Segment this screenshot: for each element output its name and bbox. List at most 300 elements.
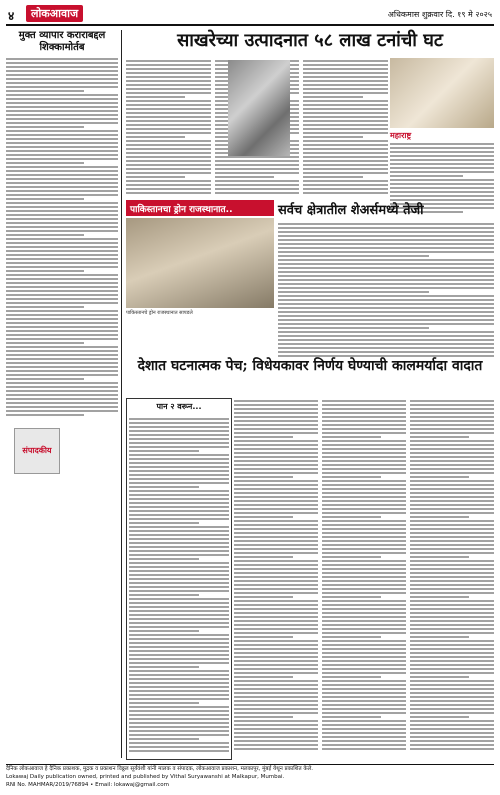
text-line xyxy=(129,686,229,688)
text-line xyxy=(278,223,494,225)
editorial-label: संपादकीय xyxy=(22,446,52,455)
text-line xyxy=(278,263,494,265)
text-line xyxy=(6,254,118,256)
text-line xyxy=(129,578,229,580)
text-line xyxy=(6,366,118,368)
text-line xyxy=(6,162,84,164)
text-line xyxy=(322,476,381,478)
text-line xyxy=(126,112,211,114)
text-line xyxy=(129,666,199,668)
text-line xyxy=(129,694,229,696)
text-line xyxy=(215,180,300,182)
text-line xyxy=(303,128,388,130)
text-line xyxy=(129,646,229,648)
text-line xyxy=(234,580,318,582)
text-line xyxy=(390,155,494,157)
text-line xyxy=(390,147,494,149)
text-line xyxy=(126,184,211,186)
text-line xyxy=(126,192,211,194)
text-line xyxy=(234,648,318,650)
text-line xyxy=(6,134,118,136)
text-line xyxy=(6,370,118,372)
brand-logo: लोकआवाज xyxy=(26,5,83,22)
text-line xyxy=(234,628,318,630)
text-line xyxy=(234,616,318,618)
text-line xyxy=(129,718,229,720)
text-line xyxy=(410,628,494,630)
text-line xyxy=(6,206,118,208)
continued-box xyxy=(126,398,232,760)
text-line xyxy=(303,136,362,138)
text-line xyxy=(410,604,494,606)
text-line xyxy=(129,650,229,652)
text-line xyxy=(6,174,118,176)
left-headline: मुक्त व्यापार कराराबद्दल शिक्कामोर्तब xyxy=(18,30,106,53)
text-line xyxy=(6,302,118,304)
text-line xyxy=(6,150,118,152)
text-line xyxy=(322,692,406,694)
text-line xyxy=(234,496,318,498)
mid-story xyxy=(126,358,494,375)
text-line xyxy=(410,720,494,722)
text-line xyxy=(322,436,381,438)
text-line xyxy=(322,700,406,702)
text-line xyxy=(410,512,494,514)
text-line xyxy=(410,408,494,410)
text-line xyxy=(322,412,406,414)
text-line xyxy=(410,728,494,730)
text-line xyxy=(6,230,118,232)
text-line xyxy=(410,516,469,518)
text-line xyxy=(129,486,199,488)
text-line xyxy=(234,476,293,478)
text-line xyxy=(322,552,406,554)
text-line xyxy=(390,143,494,145)
text-line xyxy=(129,582,229,584)
text-line xyxy=(129,714,229,716)
text-line xyxy=(278,335,494,337)
text-line xyxy=(129,706,229,708)
text-line xyxy=(410,588,494,590)
text-line xyxy=(129,494,229,496)
text-line xyxy=(278,247,494,249)
text-line xyxy=(410,412,494,414)
text-line xyxy=(322,492,406,494)
text-line xyxy=(126,152,211,154)
text-line xyxy=(6,194,118,196)
text-line xyxy=(6,58,118,60)
banner-text: पाकिस्तानचा ड्रोन राजस्थानात.. xyxy=(130,205,233,215)
text-line xyxy=(322,672,406,674)
text-line xyxy=(234,484,318,486)
text-line xyxy=(129,458,229,460)
text-line xyxy=(6,190,118,192)
text-line xyxy=(303,152,388,154)
text-line xyxy=(129,674,229,676)
text-line xyxy=(322,640,406,642)
text-line xyxy=(126,96,185,98)
text-line xyxy=(234,708,318,710)
text-line xyxy=(6,274,118,276)
masthead xyxy=(6,4,494,26)
text-line xyxy=(410,488,494,490)
text-line xyxy=(129,422,229,424)
text-line xyxy=(6,66,118,68)
text-line xyxy=(6,350,118,352)
text-line xyxy=(6,78,118,80)
text-line xyxy=(322,516,381,518)
text-line xyxy=(234,620,318,622)
text-line xyxy=(322,452,406,454)
text-line xyxy=(303,132,388,134)
text-line xyxy=(410,612,494,614)
text-line xyxy=(129,502,229,504)
text-line xyxy=(322,448,406,450)
text-line xyxy=(129,610,229,612)
text-line xyxy=(322,488,406,490)
text-line xyxy=(410,608,494,610)
text-line xyxy=(410,560,494,562)
text-line xyxy=(129,678,229,680)
text-line xyxy=(303,120,388,122)
text-line xyxy=(126,172,211,174)
text-line xyxy=(303,112,388,114)
text-line xyxy=(303,140,388,142)
text-line xyxy=(234,644,318,646)
text-line xyxy=(6,402,118,404)
text-line xyxy=(234,684,318,686)
text-column xyxy=(126,58,211,196)
text-line xyxy=(234,612,318,614)
text-line xyxy=(410,432,494,434)
text-line xyxy=(6,270,84,272)
text-line xyxy=(410,740,494,742)
text-line xyxy=(6,246,118,248)
text-line xyxy=(129,454,229,456)
text-line xyxy=(6,266,118,268)
text-line xyxy=(410,692,494,694)
text-line xyxy=(129,462,229,464)
text-line xyxy=(129,662,229,664)
text-line xyxy=(410,684,494,686)
text-line xyxy=(234,716,293,718)
text-line xyxy=(129,550,229,552)
text-line xyxy=(322,740,406,742)
text-line xyxy=(129,466,229,468)
text-line xyxy=(410,748,494,750)
text-line xyxy=(234,608,318,610)
text-line xyxy=(129,478,229,480)
text-line xyxy=(322,428,406,430)
text-line xyxy=(234,492,318,494)
text-line xyxy=(234,548,318,550)
text-line xyxy=(278,323,494,325)
text-line xyxy=(303,72,388,74)
text-line xyxy=(322,556,381,558)
text-line xyxy=(322,472,406,474)
text-line xyxy=(278,347,494,349)
text-line xyxy=(322,632,406,634)
text-line xyxy=(410,712,494,714)
text-line xyxy=(129,542,229,544)
text-line xyxy=(322,624,406,626)
text-line xyxy=(129,566,229,568)
text-line xyxy=(303,144,388,146)
editorial-badge xyxy=(14,428,60,474)
text-line xyxy=(303,108,388,110)
text-line xyxy=(322,524,406,526)
text-line xyxy=(129,602,229,604)
text-line xyxy=(410,496,494,498)
text-line xyxy=(129,690,229,692)
text-line xyxy=(6,326,118,328)
text-line xyxy=(126,188,211,190)
text-line xyxy=(126,64,211,66)
text-line xyxy=(410,524,494,526)
text-line xyxy=(234,448,318,450)
text-line xyxy=(303,88,388,90)
text-line xyxy=(303,160,388,162)
text-line xyxy=(322,460,406,462)
text-line xyxy=(322,668,406,670)
text-line xyxy=(410,484,494,486)
text-line xyxy=(410,644,494,646)
text-line xyxy=(129,638,229,640)
text-line xyxy=(126,108,211,110)
text-line xyxy=(234,544,318,546)
text-line xyxy=(6,122,118,124)
text-line xyxy=(322,544,406,546)
text-line xyxy=(410,648,494,650)
text-line xyxy=(410,400,494,402)
text-column xyxy=(303,58,388,196)
text-line xyxy=(6,298,118,300)
text-line xyxy=(129,482,229,484)
text-line xyxy=(322,440,406,442)
text-line xyxy=(6,322,118,324)
drone-photo xyxy=(126,218,274,308)
text-line xyxy=(6,330,118,332)
text-line xyxy=(129,522,199,524)
mid-headline: देशात घटनात्मक पेच; विधेयकावर निर्णय घेण्याची कालमर्यादा वादात xyxy=(137,358,483,374)
text-line xyxy=(322,408,406,410)
text-line xyxy=(410,540,494,542)
text-line xyxy=(303,156,388,158)
text-line xyxy=(6,382,118,384)
text-line xyxy=(303,116,388,118)
text-line xyxy=(126,128,211,130)
text-line xyxy=(129,442,229,444)
text-line xyxy=(129,642,229,644)
text-line xyxy=(410,556,469,558)
text-line xyxy=(410,724,494,726)
text-line xyxy=(322,512,406,514)
sugar-photo xyxy=(390,58,494,128)
text-line xyxy=(322,532,406,534)
text-line xyxy=(6,94,118,96)
text-line xyxy=(278,307,494,309)
text-line xyxy=(234,520,318,522)
text-line xyxy=(234,592,318,594)
text-line xyxy=(234,416,318,418)
text-line xyxy=(322,520,406,522)
text-line xyxy=(410,716,469,718)
text-line xyxy=(410,420,494,422)
text-line xyxy=(410,744,494,746)
text-line xyxy=(322,580,406,582)
text-line xyxy=(410,632,494,634)
text-line xyxy=(234,600,318,602)
text-line xyxy=(234,560,318,562)
text-line xyxy=(234,420,318,422)
text-line xyxy=(303,164,388,166)
text-line xyxy=(6,126,84,128)
text-line xyxy=(322,600,406,602)
text-line xyxy=(410,664,494,666)
text-line xyxy=(410,736,494,738)
text-line xyxy=(322,508,406,510)
text-line xyxy=(129,598,229,600)
text-line xyxy=(410,500,494,502)
text-line xyxy=(6,318,118,320)
text-line xyxy=(410,548,494,550)
text-line xyxy=(410,480,494,482)
text-column xyxy=(234,398,318,752)
text-line xyxy=(126,104,211,106)
lead-headline: साखरेच्या उत्पादनात ५८ लाख टनांची घट xyxy=(177,30,443,51)
text-line xyxy=(6,214,118,216)
text-line xyxy=(234,444,318,446)
text-line xyxy=(410,468,494,470)
text-line xyxy=(234,656,318,658)
text-line xyxy=(6,278,118,280)
text-line xyxy=(6,386,118,388)
text-line xyxy=(126,164,211,166)
right-headline: सर्वच क्षेत्रातील शेअर्समध्ये तेजी xyxy=(278,203,424,218)
text-line xyxy=(410,448,494,450)
text-line xyxy=(6,286,118,288)
text-line xyxy=(215,160,300,162)
text-line xyxy=(129,586,229,588)
text-line xyxy=(126,100,211,102)
text-line xyxy=(234,732,318,734)
text-line xyxy=(303,172,388,174)
text-line xyxy=(126,132,211,134)
text-line xyxy=(410,460,494,462)
text-line xyxy=(322,548,406,550)
text-line xyxy=(322,612,406,614)
text-line xyxy=(322,400,406,402)
text-line xyxy=(126,160,211,162)
text-line xyxy=(234,500,318,502)
text-line xyxy=(303,192,388,194)
text-line xyxy=(278,303,494,305)
text-line xyxy=(278,351,494,353)
text-line xyxy=(234,660,318,662)
text-line xyxy=(322,564,406,566)
text-line xyxy=(6,186,118,188)
text-line xyxy=(6,198,84,200)
text-line xyxy=(278,231,494,233)
text-line xyxy=(410,452,494,454)
text-line xyxy=(322,664,406,666)
text-line xyxy=(6,390,118,392)
text-line xyxy=(390,195,494,197)
text-line xyxy=(6,314,118,316)
text-line xyxy=(126,72,211,74)
text-line xyxy=(234,536,318,538)
text-line xyxy=(129,702,199,704)
text-line xyxy=(410,668,494,670)
text-line xyxy=(278,259,494,261)
text-line xyxy=(390,187,494,189)
text-line xyxy=(234,676,293,678)
text-line xyxy=(410,580,494,582)
text-line xyxy=(234,452,318,454)
text-line xyxy=(6,70,118,72)
text-line xyxy=(129,626,229,628)
text-line xyxy=(303,68,388,70)
text-line xyxy=(234,632,318,634)
text-line xyxy=(234,596,293,598)
text-line xyxy=(6,234,84,236)
text-line xyxy=(234,744,318,746)
text-line xyxy=(234,400,318,402)
text-line xyxy=(234,524,318,526)
left-column xyxy=(6,30,118,418)
text-line xyxy=(6,394,118,396)
text-line xyxy=(322,628,406,630)
text-line xyxy=(6,82,118,84)
text-line xyxy=(410,680,494,682)
text-line xyxy=(6,410,118,412)
text-line xyxy=(322,732,406,734)
text-line xyxy=(234,668,318,670)
text-line xyxy=(215,188,300,190)
text-line xyxy=(129,526,229,528)
text-line xyxy=(410,520,494,522)
text-line xyxy=(129,518,229,520)
text-line xyxy=(278,267,494,269)
text-line xyxy=(410,616,494,618)
text-line xyxy=(234,748,318,750)
text-line xyxy=(278,291,429,293)
continued-title: पान २ वरून... xyxy=(156,402,202,411)
text-line xyxy=(390,171,494,173)
text-line xyxy=(6,210,118,212)
text-line xyxy=(234,700,318,702)
text-line xyxy=(126,116,211,118)
text-line xyxy=(126,180,211,182)
text-line xyxy=(129,490,229,492)
text-line xyxy=(234,672,318,674)
issue-date: अधिकमास शुक्रवार दि. १९ मे २०२५ xyxy=(387,10,492,19)
text-line xyxy=(6,378,84,380)
text-line xyxy=(410,404,494,406)
text-line xyxy=(410,576,494,578)
text-line xyxy=(410,508,494,510)
text-line xyxy=(6,166,118,168)
text-line xyxy=(6,102,118,104)
text-line xyxy=(322,728,406,730)
text-line xyxy=(322,588,406,590)
footer-line-2: Lokawaj Daily publication owned, printed and published by Vithal Suryawanshi at Malkapur, Mumbai. xyxy=(6,774,285,780)
text-line xyxy=(234,652,318,654)
text-line xyxy=(126,124,211,126)
text-line xyxy=(322,572,406,574)
text-line xyxy=(234,728,318,730)
text-line xyxy=(234,540,318,542)
